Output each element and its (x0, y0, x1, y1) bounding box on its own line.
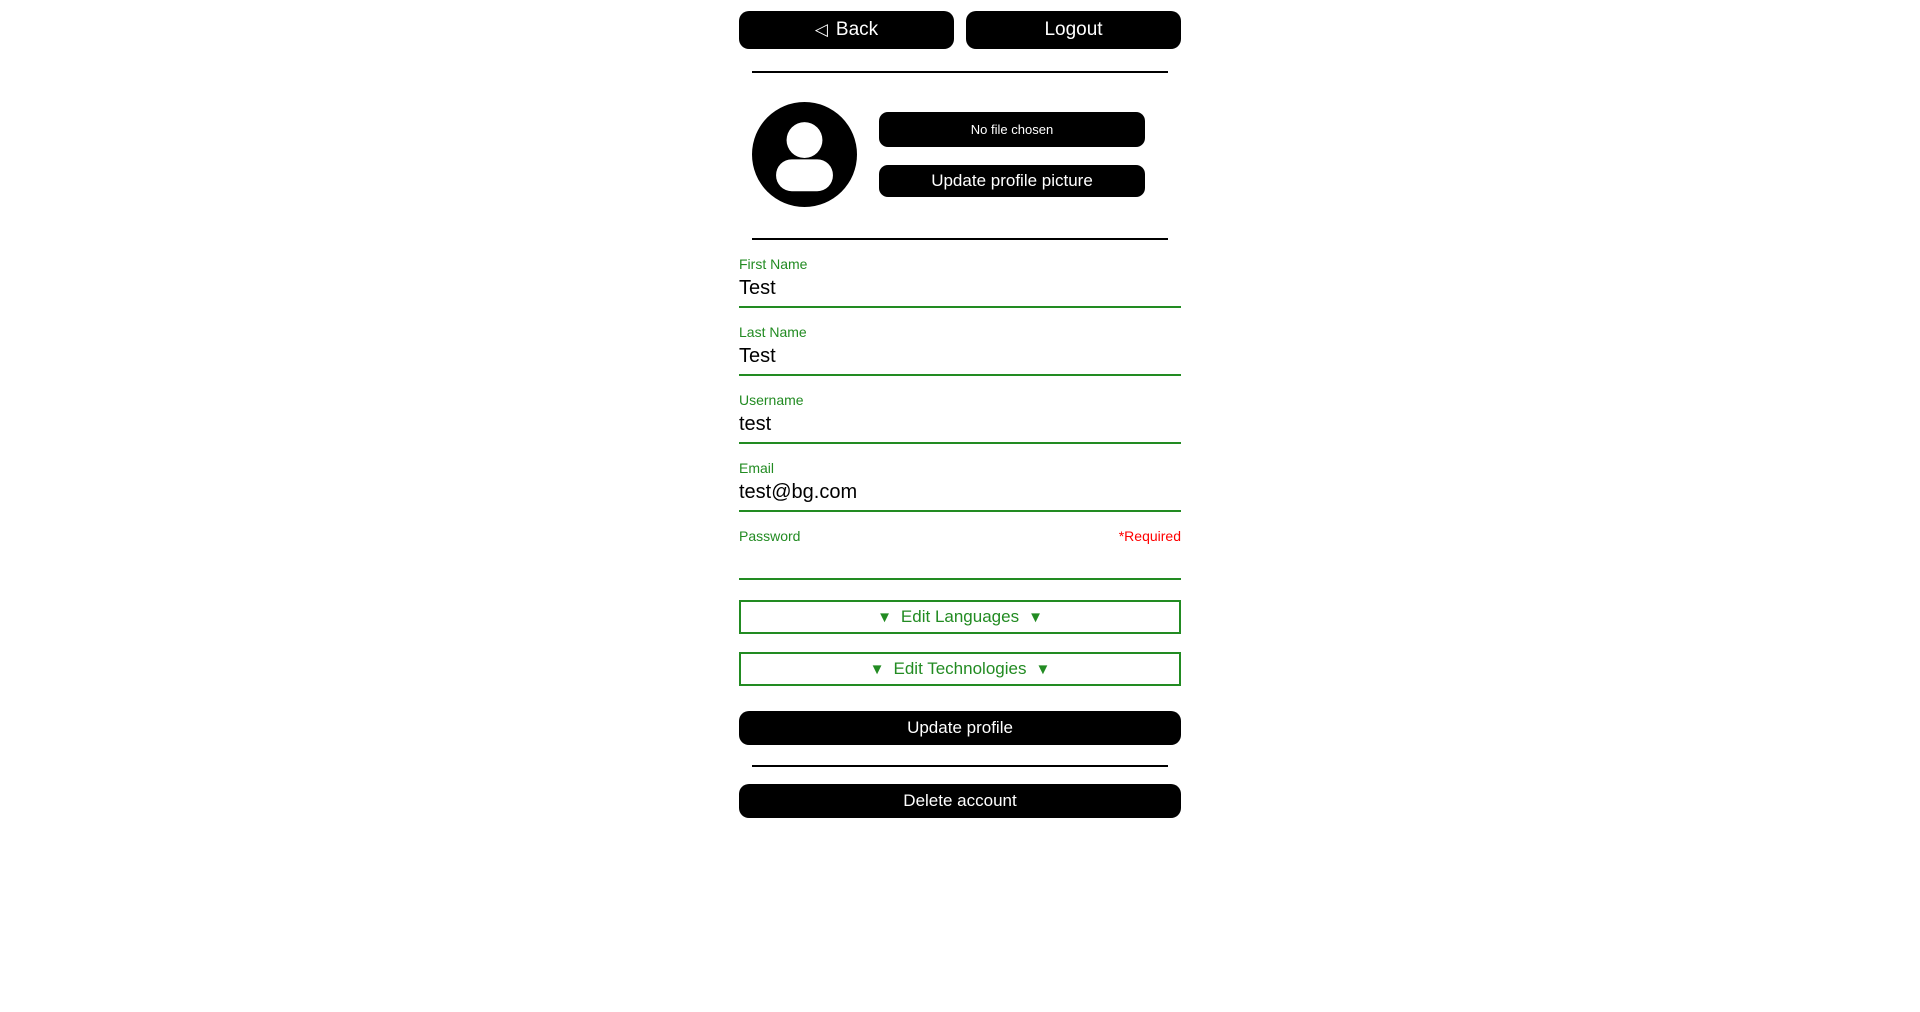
password-label: Password (739, 528, 801, 544)
first-name-input[interactable] (739, 273, 1181, 308)
caret-down-icon: ▼ (877, 608, 892, 626)
back-arrow-icon: ◁ (814, 20, 828, 39)
delete-account-label: Delete account (903, 791, 1017, 810)
first-name-label: First Name (739, 256, 808, 272)
update-picture-button[interactable] (879, 165, 1145, 197)
edit-languages-label: Edit Languages (900, 607, 1020, 626)
field-last-name (739, 323, 1181, 376)
field-email (739, 459, 1181, 512)
file-status-label: No file chosen (970, 122, 1054, 137)
edit-technologies-button[interactable] (739, 652, 1181, 686)
edit-technologies-label: Edit Technologies (893, 659, 1027, 678)
logout-button-label: Logout (1044, 19, 1103, 40)
required-note: *Required (1118, 528, 1181, 544)
profile-picture-section (752, 102, 1168, 207)
caret-down-icon: ▼ (1028, 608, 1043, 626)
choose-file-button[interactable] (879, 112, 1145, 147)
logout-button[interactable] (966, 11, 1181, 49)
last-name-label: Last Name (739, 324, 807, 340)
username-label: Username (739, 392, 804, 408)
caret-down-icon: ▼ (1035, 660, 1051, 678)
email-label: Email (739, 460, 775, 476)
caret-down-icon: ▼ (869, 660, 885, 678)
divider (752, 238, 1168, 240)
back-button[interactable] (739, 11, 954, 49)
update-profile-button[interactable] (739, 711, 1181, 745)
top-button-row (739, 11, 1181, 49)
username-input[interactable] (739, 409, 1181, 444)
update-profile-label: Update profile (907, 718, 1013, 737)
delete-account-button[interactable] (739, 784, 1181, 818)
picture-buttons-column (879, 112, 1145, 197)
divider (752, 765, 1168, 767)
account-circle-icon (752, 102, 857, 207)
update-picture-label: Update profile picture (931, 171, 1093, 190)
password-input[interactable] (739, 545, 1181, 580)
edit-languages-button[interactable] (739, 600, 1181, 634)
field-password (739, 527, 1181, 580)
field-username (739, 391, 1181, 444)
field-first-name (739, 255, 1181, 308)
divider (752, 71, 1168, 73)
email-input[interactable] (739, 477, 1181, 512)
avatar (752, 102, 857, 207)
back-button-label: Back (835, 19, 879, 40)
last-name-input[interactable] (739, 341, 1181, 376)
profile-page (739, 0, 1181, 818)
